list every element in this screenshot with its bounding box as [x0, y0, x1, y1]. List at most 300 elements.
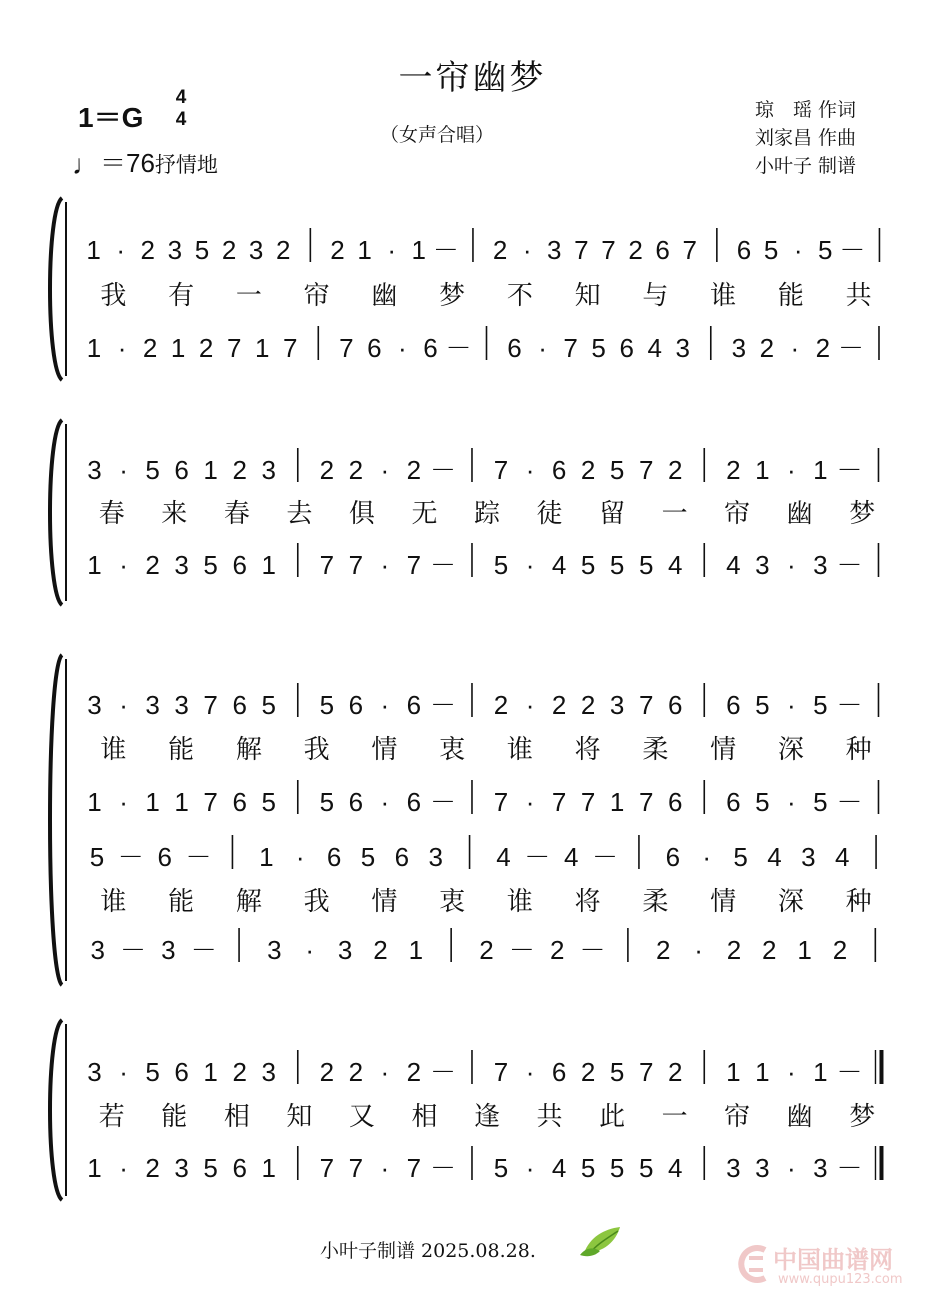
lyric-char: 谁	[710, 281, 737, 311]
note-digit: 5	[763, 235, 779, 265]
note-digit: 4	[647, 333, 662, 363]
lyric-char: 我	[100, 281, 127, 311]
augmentation-dot: ·	[380, 455, 390, 485]
lyric-char: 谁	[100, 887, 127, 917]
lyric-char: 一	[661, 1102, 688, 1132]
note-digit: 7	[319, 550, 335, 580]
note-digit: 1	[755, 1057, 770, 1087]
note-digit: 6	[667, 690, 683, 720]
note-digit: 6	[326, 842, 342, 872]
note-digit: 1	[411, 235, 426, 265]
lyric-char: 情	[710, 735, 737, 765]
note-digit: 2	[348, 1057, 364, 1087]
augmentation-dot: ·	[787, 690, 796, 720]
note-digit: 2	[145, 550, 160, 580]
note-digit: 2	[319, 455, 335, 485]
lyric-char: 我	[303, 887, 330, 917]
note-digit: 6	[174, 455, 189, 485]
note-digit: 5	[145, 1057, 160, 1087]
note-digit: 6	[394, 842, 410, 872]
note-digit: 3	[801, 842, 816, 872]
extension-dash: －	[836, 690, 863, 720]
note-digit: 3	[755, 550, 770, 580]
note-digit: 7	[406, 1153, 422, 1183]
note-digit: 3	[726, 1153, 741, 1183]
lyric-char: 谁	[100, 735, 127, 765]
augmentation-dot: ·	[380, 690, 390, 720]
note-digit: 7	[203, 787, 218, 817]
note-digit: 1	[203, 1057, 218, 1087]
extension-dash: －	[117, 842, 144, 872]
extension-dash: －	[445, 333, 472, 363]
note-digit: 6	[406, 690, 422, 720]
note-digit: 7	[226, 333, 242, 363]
note-digit: 7	[493, 1057, 509, 1087]
lyric-char: 有	[168, 281, 195, 311]
note-digit: 2	[759, 333, 775, 363]
note-digit: 7	[339, 333, 354, 363]
note-digit: 6	[348, 690, 364, 720]
note-digit: 5	[755, 787, 770, 817]
lyric-char: 又	[348, 1102, 375, 1132]
lyric-char: 若	[98, 1102, 125, 1132]
note-digit: 1	[86, 235, 101, 265]
note-digit: 3	[267, 935, 282, 965]
note-digit: 6	[667, 787, 683, 817]
lyric-char: 幽	[786, 499, 813, 529]
augmentation-dot: ·	[380, 1153, 390, 1183]
note-digit: 3	[261, 1057, 276, 1087]
note-digit: 3	[813, 550, 828, 580]
note-digit: 6	[665, 842, 681, 872]
note-digit: 2	[406, 455, 422, 485]
note-digit: 1	[813, 455, 828, 485]
augmentation-dot: ·	[525, 455, 535, 485]
key-signature: 1＝G	[78, 102, 144, 133]
note-digit: 5	[755, 690, 770, 720]
system-brace	[50, 420, 62, 605]
note-digit: 1	[357, 235, 372, 265]
extension-dash: －	[836, 550, 863, 580]
note-digit: 5	[203, 550, 218, 580]
note-digit: 5	[319, 690, 335, 720]
extension-dash: －	[429, 1153, 456, 1183]
note-digit: 2	[580, 455, 596, 485]
augmentation-dot: ·	[793, 235, 803, 265]
note-digit: 7	[493, 455, 509, 485]
lyric-char: 此	[599, 1102, 626, 1132]
note-digit: 3	[90, 935, 105, 965]
lyric-char: 衷	[439, 887, 466, 917]
note-digit: 4	[667, 550, 683, 580]
augmentation-dot: ·	[119, 787, 128, 817]
lyric-char: 柔	[642, 887, 669, 917]
augmentation-dot: ·	[117, 333, 127, 363]
note-digit: 5	[580, 1153, 596, 1183]
extension-dash: －	[836, 1153, 863, 1183]
lyric-char: 来	[161, 499, 188, 529]
lyric-char: 衷	[439, 735, 466, 765]
lyric-char: 情	[371, 735, 398, 765]
lyric-char: 一	[235, 281, 262, 311]
note-digit: 6	[423, 333, 438, 363]
lyric-char: 情	[710, 887, 737, 917]
augmentation-dot: ·	[525, 1057, 535, 1087]
lyric-char: 与	[642, 281, 669, 311]
note-digit: 3	[161, 935, 176, 965]
note-digit: 5	[638, 550, 654, 580]
note-digit: 2	[628, 235, 643, 265]
tempo-expression: 抒情地	[154, 153, 218, 177]
note-digit: 4	[563, 842, 579, 872]
extension-dash: －	[432, 235, 459, 265]
lyric-char: 踪	[473, 499, 501, 529]
note-digit: 4	[834, 842, 850, 872]
lyric-char: 春	[223, 499, 250, 529]
note-digit: 3	[248, 235, 264, 265]
lyric-char: 去	[286, 499, 313, 529]
note-digit: 6	[157, 842, 172, 872]
lyric-char: 能	[161, 1102, 188, 1132]
note-digit: 5	[194, 235, 210, 265]
note-digit: 2	[406, 1057, 422, 1087]
lyric-char: 柔	[642, 735, 669, 765]
note-digit: 1	[261, 1153, 276, 1183]
note-digit: 5	[609, 1057, 625, 1087]
augmentation-dot: ·	[119, 455, 128, 485]
augmentation-dot: ·	[398, 333, 407, 363]
note-digit: 5	[818, 235, 833, 265]
note-digit: 7	[563, 333, 578, 363]
note-digit: 5	[591, 333, 606, 363]
augmentation-dot: ·	[119, 690, 128, 720]
note-digit: 5	[261, 690, 276, 720]
note-digit: 1	[755, 455, 770, 485]
note-digit: 4	[551, 1153, 567, 1183]
extension-dash: －	[836, 787, 863, 817]
note-digit: 2	[319, 1057, 335, 1087]
note-digit: 7	[638, 690, 654, 720]
note-digit: 6	[726, 787, 741, 817]
note-digit: 2	[667, 455, 683, 485]
extension-dash: －	[429, 690, 456, 720]
lyric-char: 相	[411, 1102, 438, 1132]
lyric-char: 无	[411, 499, 438, 529]
note-digit: 5	[813, 787, 828, 817]
note-digit: 1	[408, 935, 424, 965]
augmentation-dot: ·	[787, 1153, 796, 1183]
note-digit: 1	[726, 1057, 741, 1087]
lyric-char: 不	[506, 281, 533, 311]
lyric-char: 梦	[849, 1102, 876, 1132]
note-digit: 5	[638, 1153, 654, 1183]
note-digit: 1	[87, 787, 102, 817]
note-digit: 2	[726, 935, 742, 965]
lyric-char: 能	[168, 887, 195, 917]
note-digit: 1	[87, 550, 102, 580]
extension-dash: －	[429, 455, 456, 485]
note-digit: 4	[551, 550, 567, 580]
qupu-logo-icon	[735, 1244, 771, 1284]
note-digit: 6	[232, 690, 247, 720]
augmentation-dot: ·	[380, 550, 390, 580]
lyric-char: 春	[98, 499, 125, 529]
lyric-char: 深	[777, 887, 804, 917]
note-digit: 2	[815, 333, 831, 363]
note-digit: 2	[479, 935, 494, 965]
system-brace	[50, 1020, 62, 1200]
note-digit: 3	[167, 235, 183, 265]
note-digit: 7	[574, 235, 589, 265]
watermark-text: 中国曲谱网	[773, 1246, 893, 1274]
note-digit: 6	[406, 787, 422, 817]
note-digit: 6	[232, 787, 247, 817]
system-brace	[50, 198, 62, 380]
note-digit: 2	[656, 935, 671, 965]
note-digit: 6	[232, 550, 247, 580]
note-digit: 3	[547, 235, 562, 265]
augmentation-dot: ·	[387, 235, 396, 265]
extension-dash: －	[836, 455, 863, 485]
note-digit: 7	[406, 550, 422, 580]
note-digit: 7	[580, 787, 596, 817]
note-digit: 1	[797, 935, 812, 965]
note-digit: 1	[813, 1057, 828, 1087]
lyric-char: 谁	[506, 887, 533, 917]
lyric-char: 解	[235, 735, 262, 765]
lyric-char: 我	[303, 735, 330, 765]
note-digit: 7	[348, 1153, 364, 1183]
note-digit: 5	[813, 690, 828, 720]
note-digit: 1	[261, 550, 276, 580]
lyric-char: 深	[777, 735, 804, 765]
note-digit: 6	[619, 333, 634, 363]
note-digit: 5	[261, 787, 276, 817]
note-digit: 6	[348, 787, 364, 817]
augmentation-dot: ·	[787, 455, 796, 485]
note-digit: 2	[373, 935, 388, 965]
note-digit: 4	[667, 1153, 683, 1183]
leaf-icon	[580, 1223, 626, 1259]
note-digit: 2	[348, 455, 364, 485]
lyric-char: 种	[845, 887, 872, 917]
lyric-char: 解	[235, 887, 262, 917]
lyric-char: 能	[168, 735, 195, 765]
note-digit: 5	[203, 1153, 218, 1183]
augmentation-dot: ·	[119, 1153, 128, 1183]
extension-dash: －	[837, 333, 864, 363]
extension-dash: －	[120, 935, 147, 965]
lyric-char: 情	[371, 887, 398, 917]
note-digit: 3	[174, 1153, 189, 1183]
note-digit: 7	[283, 333, 298, 363]
note-digit: 1	[87, 1153, 102, 1183]
augmentation-dot: ·	[525, 787, 535, 817]
note-digit: 7	[319, 1153, 335, 1183]
extension-dash: －	[185, 842, 212, 872]
note-digit: 6	[174, 1057, 189, 1087]
footer-credit: 小叶子制谱 2025.08.28.	[320, 1240, 536, 1262]
augmentation-dot: ·	[522, 235, 532, 265]
note-digit: 7	[203, 690, 218, 720]
note-digit: 4	[496, 842, 511, 872]
note-digit: 5	[493, 1153, 509, 1183]
note-digit: 7	[348, 550, 364, 580]
credit-arranger: 小叶子 制谱	[755, 155, 857, 177]
augmentation-dot: ·	[119, 550, 128, 580]
lyric-char: 知	[574, 281, 601, 311]
lyric-char: 俱	[348, 499, 375, 529]
note-digit: 3	[428, 842, 443, 872]
note-digit: 3	[337, 935, 353, 965]
lyric-char: 梦	[849, 499, 876, 529]
lyric-char: 帘	[724, 1102, 751, 1132]
note-digit: 1	[254, 333, 270, 363]
lyric-char: 帘	[724, 499, 751, 529]
augmentation-dot: ·	[787, 550, 796, 580]
note-digit: 3	[145, 690, 160, 720]
note-digit: 5	[609, 550, 625, 580]
lyric-char: 共	[845, 281, 872, 311]
credit-lyricist: 琼 瑶 作词	[755, 99, 857, 121]
note-digit: 2	[198, 333, 214, 363]
augmentation-dot: ·	[538, 333, 547, 363]
augmentation-dot: ·	[380, 787, 390, 817]
lyric-char: 留	[599, 499, 626, 529]
note-digit: 1	[259, 842, 274, 872]
extension-dash: －	[579, 935, 606, 965]
note-digit: 1	[609, 787, 625, 817]
note-digit: 2	[549, 935, 565, 965]
note-digit: 2	[551, 690, 567, 720]
note-digit: 2	[580, 690, 596, 720]
note-digit: 2	[762, 935, 777, 965]
note-digit: 2	[667, 1057, 683, 1087]
note-digit: 2	[232, 455, 247, 485]
augmentation-dot: ·	[380, 1057, 390, 1087]
lyric-char: 逢	[473, 1102, 501, 1132]
augmentation-dot: ·	[787, 787, 796, 817]
note-digit: 3	[755, 1153, 770, 1183]
note-digit: 3	[675, 333, 690, 363]
augmentation-dot: ·	[525, 550, 535, 580]
time-signature-top: 4	[175, 87, 187, 108]
note-digit: 2	[726, 455, 741, 485]
note-digit: 3	[174, 690, 189, 720]
note-digit: 6	[726, 690, 741, 720]
note-digit: 6	[655, 235, 670, 265]
note-digit: 5	[319, 787, 335, 817]
note-digit: 7	[638, 1057, 654, 1087]
note-digit: 7	[551, 787, 567, 817]
quarter-note-icon: ♩	[72, 149, 100, 180]
note-digit: 2	[580, 1057, 596, 1087]
extension-dash: －	[429, 787, 456, 817]
lyric-char: 种	[845, 735, 872, 765]
lyric-char: 一	[661, 499, 688, 529]
note-digit: 7	[638, 455, 654, 485]
note-digit: 6	[736, 235, 752, 265]
augmentation-dot: ·	[790, 333, 800, 363]
extension-dash: －	[524, 842, 551, 872]
note-digit: 1	[203, 455, 218, 485]
augmentation-dot: ·	[525, 690, 535, 720]
note-digit: 5	[89, 842, 105, 872]
lyric-char: 能	[777, 281, 804, 311]
lyric-char: 幽	[786, 1102, 813, 1132]
note-digit: 5	[493, 550, 509, 580]
note-digit: 7	[493, 787, 509, 817]
note-digit: 3	[87, 1057, 102, 1087]
extension-dash: －	[190, 935, 217, 965]
tempo-value: ＝76	[100, 148, 155, 178]
note-digit: 2	[232, 1057, 247, 1087]
note-digit: 6	[551, 455, 567, 485]
augmentation-dot: ·	[787, 1057, 796, 1087]
lyric-char: 谁	[506, 735, 533, 765]
note-digit: 6	[367, 333, 382, 363]
augmentation-dot: ·	[525, 1153, 535, 1183]
augmentation-dot: ·	[119, 1057, 128, 1087]
note-digit: 5	[580, 550, 596, 580]
note-digit: 1	[145, 787, 160, 817]
note-digit: 2	[140, 235, 155, 265]
note-digit: 2	[492, 235, 508, 265]
augmentation-dot: ·	[295, 842, 305, 872]
lyric-char: 将	[574, 887, 601, 917]
extension-dash: －	[592, 842, 619, 872]
watermark-url: www.qupu123.com	[778, 1272, 903, 1287]
lyric-char: 共	[536, 1102, 563, 1132]
credit-composer: 刘家昌 作曲	[755, 127, 857, 149]
lyric-char: 幽	[371, 281, 398, 311]
note-digit: 2	[142, 333, 158, 363]
note-digit: 6	[507, 333, 522, 363]
note-digit: 7	[638, 787, 654, 817]
note-digit: 3	[174, 550, 189, 580]
extension-dash: －	[839, 235, 866, 265]
note-digit: 1	[86, 333, 102, 363]
augmentation-dot: ·	[116, 235, 125, 265]
note-digit: 3	[87, 455, 102, 485]
lyric-char: 帘	[303, 281, 330, 311]
note-digit: 6	[232, 1153, 247, 1183]
note-digit: 7	[601, 235, 616, 265]
note-digit: 3	[609, 690, 625, 720]
note-digit: 5	[360, 842, 376, 872]
subtitle: （女声合唱）	[380, 124, 495, 146]
extension-dash: －	[429, 1057, 456, 1087]
extension-dash: －	[508, 935, 535, 965]
note-digit: 4	[726, 550, 741, 580]
extension-dash: －	[429, 550, 456, 580]
note-digit: 2	[493, 690, 509, 720]
page-title: 一帘幽梦	[398, 58, 547, 98]
note-digit: 5	[609, 1153, 625, 1183]
note-digit: 2	[276, 235, 291, 265]
lyric-char: 相	[223, 1102, 250, 1132]
system-brace	[50, 655, 62, 985]
lyric-char: 知	[286, 1102, 313, 1132]
extension-dash: －	[836, 1057, 863, 1087]
lyric-char: 梦	[439, 281, 466, 311]
note-digit: 3	[261, 455, 276, 485]
augmentation-dot: ·	[305, 935, 315, 965]
augmentation-dot: ·	[694, 935, 703, 965]
note-digit: 6	[551, 1057, 567, 1087]
note-digit: 5	[733, 842, 748, 872]
note-digit: 2	[221, 235, 237, 265]
